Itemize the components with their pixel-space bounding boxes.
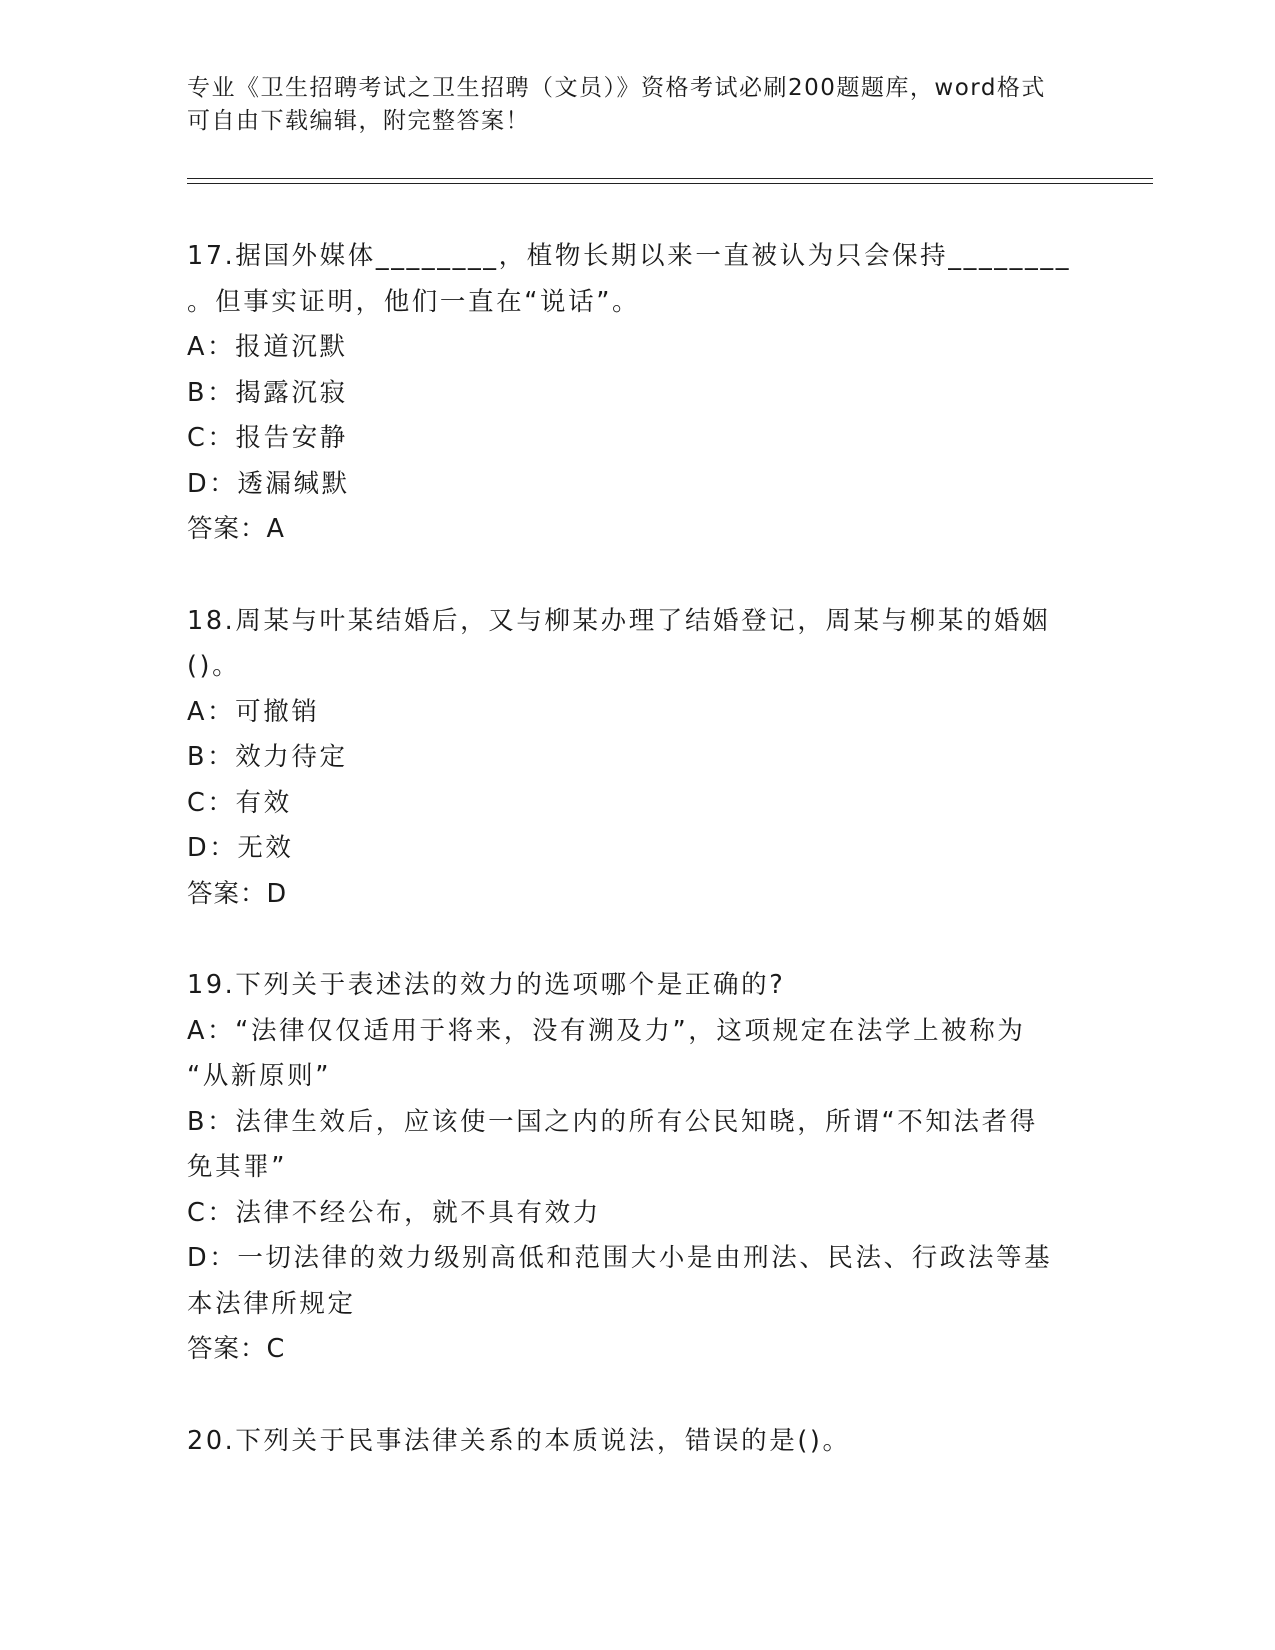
question-stem-line: 。但事实证明，他们一直在“说话”。 <box>187 286 641 317</box>
question-17 <box>187 234 1077 553</box>
question-19 <box>187 963 1077 1373</box>
answer-label: 答案：A <box>187 514 285 544</box>
option-d: D：一切法律的效力级别高低和范围大小是由刑法、民法、行政法等基 <box>187 1243 1053 1273</box>
option-d: D：透漏缄默 <box>187 468 350 499</box>
header-divider-bottom <box>187 183 1153 184</box>
option-b: B：效力待定 <box>187 742 348 772</box>
question-stem-line: 20.下列关于民事法律关系的本质说法，错误的是()。 <box>187 1425 851 1456</box>
option-c: C：法律不经公布，就不具有效力 <box>187 1197 601 1228</box>
option-a-continued: “从新原则” <box>187 1061 332 1091</box>
header-line-1: 专业《卫生招聘考试之卫生招聘（文员）》资格考试必刷200题题库，word格式 <box>187 75 1046 101</box>
option-a: A：可撤销 <box>187 696 320 727</box>
header-line-2: 可自由下载编辑，附完整答案！ <box>187 108 530 134</box>
option-d: D：无效 <box>187 833 294 863</box>
question-20 <box>187 1419 1077 1465</box>
option-d-continued: 本法律所规定 <box>187 1288 356 1319</box>
answer-label: 答案：C <box>187 1334 286 1364</box>
option-a: A：“法律仅仅适用于将来，没有溯及力”，这项规定在法学上被称为 <box>187 1015 1026 1046</box>
question-list <box>187 234 1077 1510</box>
option-b: B：法律生效后，应该使一国之内的所有公民知晓，所谓“不知法者得 <box>187 1106 1038 1137</box>
header-divider-top <box>187 178 1153 179</box>
question-stem-line: 19.下列关于表述法的效力的选项哪个是正确的? <box>187 970 786 1000</box>
option-b: B：揭露沉寂 <box>187 377 348 408</box>
question-stem-line: 18.周某与叶某结婚后，又与柳某办理了结婚登记，周某与柳某的婚姻 <box>187 605 1051 636</box>
option-a: A：报道沉默 <box>187 332 348 362</box>
document-header <box>187 72 1087 138</box>
option-b-continued: 免其罪” <box>187 1152 288 1182</box>
question-stem-line: ()。 <box>187 651 241 681</box>
question-18 <box>187 599 1077 918</box>
option-c: C：有效 <box>187 787 292 818</box>
option-c: C：报告安静 <box>187 423 348 453</box>
answer-label: 答案：D <box>187 878 288 909</box>
question-stem-line: 17.据国外媒体________，植物长期以来一直被认为只会保持________ <box>187 241 1072 271</box>
